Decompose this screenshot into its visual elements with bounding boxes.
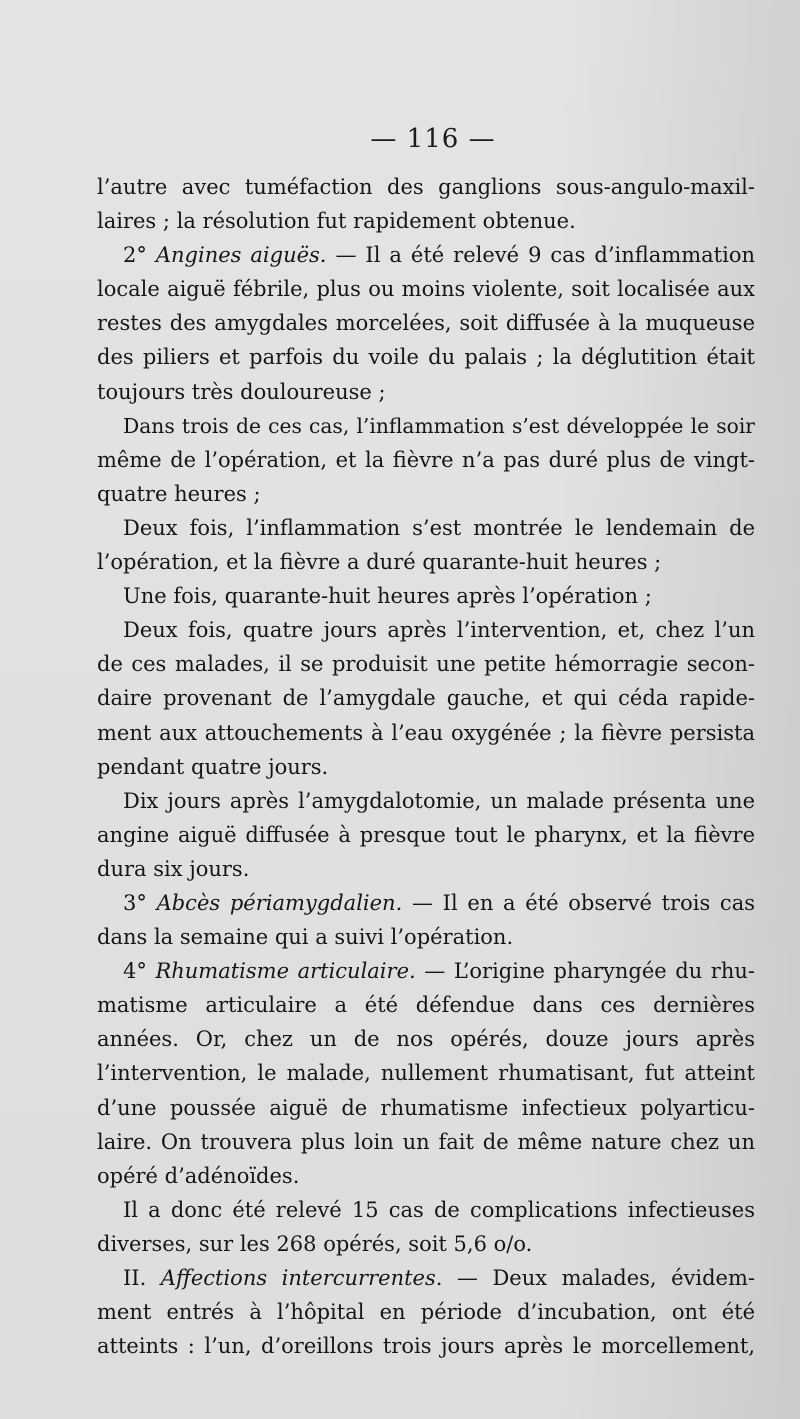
- text-line: [97, 1091, 755, 1125]
- text-run: — L’origine pharyngée du rhu-: [415, 959, 755, 984]
- text-line: [97, 579, 755, 613]
- text-run: 4°: [123, 959, 156, 984]
- text-run: Il a donc été relevé 15 cas de complications infectieuses: [123, 1197, 755, 1222]
- text-line: [97, 613, 755, 647]
- text-run: même de l’opération, et la fièvre n’a pas duré plus de vingt-: [97, 447, 755, 472]
- body-text: [97, 170, 755, 1363]
- text-line: [97, 988, 755, 1022]
- text-run: années. Or, chez un de nos opérés, douze jours après: [97, 1027, 755, 1052]
- text-line: [97, 409, 755, 443]
- text-line: [97, 375, 755, 409]
- text-run: Deux fois, quatre jours après l’intervention, et, chez l’un: [123, 618, 755, 643]
- text-run: l’intervention, le malade, nullement rhumatisant, fut atteint: [97, 1061, 755, 1086]
- text-line: [97, 340, 755, 374]
- text-run: d’une poussée aiguë de rhumatisme infectieux polyarticu-: [97, 1095, 755, 1120]
- text-run: ment aux attouchements à l’eau oxygénée ; la fièvre persista: [97, 720, 755, 745]
- text-line: [97, 272, 755, 306]
- text-line: [97, 1295, 755, 1329]
- text-line: [97, 238, 755, 272]
- text-run: — Il a été relevé 9 cas d’inflammation: [326, 243, 755, 268]
- text-run: locale aiguë fébrile, plus ou moins violente, soit localisée aux: [97, 277, 755, 302]
- text-run: laire. On trouvera plus loin un fait de même nature chez un: [97, 1129, 755, 1154]
- text-run: pendant quatre jours.: [97, 754, 329, 779]
- italic-heading: Affections intercurrentes.: [160, 1266, 443, 1290]
- text-run: de ces malades, il se produisit une petite hémorragie secon-: [97, 652, 755, 677]
- text-line: [97, 1022, 755, 1056]
- italic-heading: Rhumatisme articulaire.: [155, 959, 416, 984]
- text-run: diverses, sur les 268 opérés, soit 5,6 o/o.: [97, 1231, 533, 1256]
- text-run: atteints : l’un, d’oreillons trois jours après le morcellement,: [97, 1334, 755, 1359]
- text-line: [97, 920, 755, 954]
- text-line: [97, 1159, 755, 1193]
- text-line: [97, 818, 755, 852]
- text-line: [97, 511, 755, 545]
- text-run: Dix jours après l’amygdalotomie, un malade présenta une: [123, 788, 755, 813]
- text-run: — Deux malades, évidem-: [442, 1266, 755, 1290]
- text-line: [97, 1193, 755, 1227]
- text-line: [97, 1329, 755, 1363]
- page-number: — 116 —: [370, 124, 496, 154]
- text-run: toujours très douloureuse ;: [97, 379, 386, 404]
- text-run: Dans trois de ces cas, l’inflammation s’est développée le soir: [123, 413, 755, 438]
- text-line: [97, 1261, 755, 1295]
- text-line: [97, 681, 755, 715]
- text-run: laires ; la résolution fut rapidement obtenue.: [97, 209, 576, 234]
- text-run: Une fois, quarante-huit heures après l’opération ;: [123, 584, 652, 609]
- text-run: — Il en a été observé trois cas: [402, 890, 755, 915]
- text-run: l’opération, et la fièvre a duré quarante-huit heures ;: [97, 550, 662, 575]
- text-line: [97, 784, 755, 818]
- text-line: [97, 170, 755, 204]
- text-run: II.: [123, 1266, 161, 1290]
- text-line: [97, 647, 755, 681]
- italic-heading: Angines aiguës.: [155, 243, 327, 268]
- text-line: [97, 852, 755, 886]
- text-run: quatre heures ;: [97, 481, 261, 506]
- text-line: [97, 886, 755, 920]
- text-run: 2°: [123, 243, 156, 268]
- text-line: [97, 716, 755, 750]
- text-run: ment entrés à l’hôpital en période d’incubation, ont été: [97, 1300, 755, 1325]
- text-line: [97, 477, 755, 511]
- text-run: opéré d’adénoïdes.: [97, 1163, 300, 1188]
- text-line: [97, 1056, 755, 1090]
- text-run: daire provenant de l’amygdale gauche, et qui céda rapide-: [97, 686, 755, 711]
- text-line: [97, 443, 755, 477]
- text-line: [97, 1227, 755, 1261]
- text-run: Deux fois, l’inflammation s’est montrée le lendemain de: [123, 515, 755, 540]
- text-line: [97, 204, 755, 238]
- text-run: des piliers et parfois du voile du palais ; la déglutition était: [97, 345, 755, 370]
- text-line: [97, 306, 755, 340]
- text-line: [97, 954, 755, 988]
- text-line: [97, 545, 755, 579]
- italic-heading: Abcès périamygdalien.: [156, 890, 403, 915]
- text-line: [97, 1125, 755, 1159]
- text-run: matisme articulaire a été défendue dans ces dernières: [97, 993, 755, 1018]
- text-run: l’autre avec tuméfaction des ganglions sous-angulo-maxil-: [97, 175, 755, 199]
- text-run: dans la semaine qui a suivi l’opération.: [97, 925, 514, 950]
- text-run: dura six jours.: [97, 856, 250, 881]
- text-run: 3°: [123, 890, 157, 915]
- text-line: [97, 750, 755, 784]
- text-run: angine aiguë diffusée à presque tout le pharynx, et la fièvre: [97, 822, 755, 847]
- text-run: restes des amygdales morcelées, soit diffusée à la muqueuse: [97, 311, 755, 336]
